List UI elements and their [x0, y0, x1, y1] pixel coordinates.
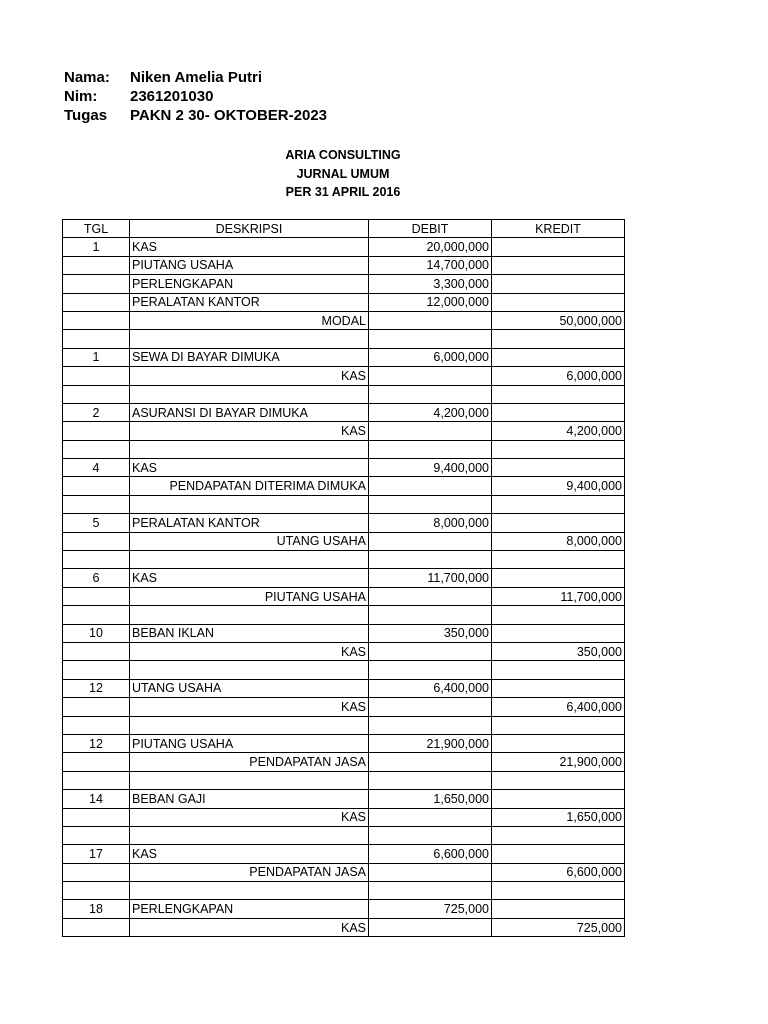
table-row: [63, 900, 625, 918]
table-row: [63, 569, 625, 587]
row-deskripsi: [130, 882, 369, 900]
row-deskripsi: PERALATAN KANTOR: [130, 514, 369, 532]
row-deskripsi: KAS: [130, 808, 369, 826]
row-debit: 725,000: [369, 900, 492, 918]
table-row: [63, 385, 625, 403]
row-deskripsi: KAS: [130, 698, 369, 716]
row-tgl: [63, 422, 130, 440]
row-kredit: [492, 348, 625, 366]
row-deskripsi: PERLENGKAPAN: [130, 900, 369, 918]
table-row: [63, 367, 625, 385]
header-kredit: KREDIT: [492, 220, 625, 238]
row-debit: [369, 367, 492, 385]
row-deskripsi: MODAL: [130, 311, 369, 329]
row-kredit: [492, 661, 625, 679]
row-kredit: [492, 551, 625, 569]
row-debit: [369, 716, 492, 734]
row-tgl: [63, 311, 130, 329]
row-tgl: [63, 275, 130, 293]
row-kredit: 350,000: [492, 642, 625, 660]
table-row: [63, 256, 625, 274]
row-deskripsi: KAS: [130, 569, 369, 587]
row-kredit: 9,400,000: [492, 477, 625, 495]
row-kredit: [492, 569, 625, 587]
table-row: [63, 845, 625, 863]
row-deskripsi: BEBAN GAJI: [130, 790, 369, 808]
row-tgl: [63, 587, 130, 605]
table-row: [63, 275, 625, 293]
company-name: ARIA CONSULTING: [285, 148, 401, 162]
row-deskripsi: PENDAPATAN JASA: [130, 753, 369, 771]
nim-value: 2361201030: [130, 88, 214, 105]
row-debit: 11,700,000: [369, 569, 492, 587]
row-debit: [369, 863, 492, 881]
table-row: [63, 514, 625, 532]
row-kredit: 4,200,000: [492, 422, 625, 440]
table-row: [63, 698, 625, 716]
table-row: [63, 808, 625, 826]
row-kredit: [492, 275, 625, 293]
row-kredit: [492, 826, 625, 844]
row-tgl: [63, 551, 130, 569]
row-deskripsi: [130, 495, 369, 513]
row-kredit: [492, 679, 625, 697]
row-deskripsi: KAS: [130, 367, 369, 385]
row-tgl: [63, 256, 130, 274]
row-deskripsi: [130, 330, 369, 348]
row-debit: 14,700,000: [369, 256, 492, 274]
row-tgl: [63, 293, 130, 311]
row-tgl: 6: [63, 569, 130, 587]
header-debit: DEBIT: [369, 220, 492, 238]
row-debit: [369, 661, 492, 679]
row-tgl: 17: [63, 845, 130, 863]
table-row: [63, 330, 625, 348]
table-row: [63, 440, 625, 458]
row-deskripsi: ASURANSI DI BAYAR DIMUKA: [130, 403, 369, 421]
row-deskripsi: BEBAN IKLAN: [130, 624, 369, 642]
row-kredit: [492, 606, 625, 624]
row-kredit: [492, 459, 625, 477]
row-kredit: [492, 790, 625, 808]
table-row: [63, 624, 625, 642]
row-tgl: [63, 882, 130, 900]
row-tgl: 12: [63, 734, 130, 752]
row-tgl: 2: [63, 403, 130, 421]
table-row: [63, 238, 625, 256]
nama-label: Nama:: [64, 69, 110, 86]
table-row: [63, 642, 625, 660]
row-kredit: [492, 238, 625, 256]
table-header-row: [63, 220, 625, 238]
row-deskripsi: KAS: [130, 845, 369, 863]
row-debit: [369, 440, 492, 458]
table-row: [63, 790, 625, 808]
row-tgl: 4: [63, 459, 130, 477]
row-debit: 1,650,000: [369, 790, 492, 808]
row-tgl: [63, 771, 130, 789]
row-debit: [369, 882, 492, 900]
row-deskripsi: [130, 716, 369, 734]
row-tgl: [63, 863, 130, 881]
table-row: [63, 532, 625, 550]
row-kredit: [492, 256, 625, 274]
table-row: [63, 606, 625, 624]
row-kredit: 50,000,000: [492, 311, 625, 329]
report-period: PER 31 APRIL 2016: [285, 185, 401, 199]
row-debit: 6,600,000: [369, 845, 492, 863]
row-debit: [369, 642, 492, 660]
row-kredit: 21,900,000: [492, 753, 625, 771]
row-kredit: [492, 293, 625, 311]
row-debit: 20,000,000: [369, 238, 492, 256]
table-row: [63, 422, 625, 440]
row-kredit: [492, 734, 625, 752]
row-tgl: 18: [63, 900, 130, 918]
table-row: [63, 348, 625, 366]
row-kredit: [492, 440, 625, 458]
row-debit: [369, 551, 492, 569]
row-tgl: [63, 330, 130, 348]
row-tgl: 10: [63, 624, 130, 642]
row-deskripsi: [130, 661, 369, 679]
row-tgl: [63, 606, 130, 624]
row-tgl: [63, 367, 130, 385]
row-kredit: [492, 771, 625, 789]
table-row: [63, 551, 625, 569]
row-kredit: 6,000,000: [492, 367, 625, 385]
row-deskripsi: KAS: [130, 422, 369, 440]
row-debit: 350,000: [369, 624, 492, 642]
row-tgl: [63, 698, 130, 716]
row-tgl: 1: [63, 238, 130, 256]
row-kredit: [492, 624, 625, 642]
row-tgl: 14: [63, 790, 130, 808]
row-debit: 3,300,000: [369, 275, 492, 293]
row-deskripsi: SEWA DI BAYAR DIMUKA: [130, 348, 369, 366]
row-debit: 4,200,000: [369, 403, 492, 421]
row-debit: [369, 918, 492, 936]
nama-row: [64, 68, 327, 87]
row-kredit: [492, 900, 625, 918]
row-kredit: 1,650,000: [492, 808, 625, 826]
row-tgl: [63, 918, 130, 936]
header-tgl: TGL: [63, 220, 130, 238]
row-debit: [369, 385, 492, 403]
table-row: [63, 734, 625, 752]
row-kredit: 8,000,000: [492, 532, 625, 550]
row-deskripsi: UTANG USAHA: [130, 679, 369, 697]
row-kredit: 725,000: [492, 918, 625, 936]
row-debit: [369, 311, 492, 329]
row-tgl: 12: [63, 679, 130, 697]
table-row: [63, 403, 625, 421]
row-debit: [369, 771, 492, 789]
row-debit: [369, 532, 492, 550]
row-kredit: [492, 845, 625, 863]
row-debit: 6,000,000: [369, 348, 492, 366]
tugas-row: [64, 106, 327, 125]
row-tgl: [63, 642, 130, 660]
table-row: [63, 863, 625, 881]
report-titles: [63, 146, 623, 202]
header-deskripsi: DESKRIPSI: [130, 220, 369, 238]
row-tgl: [63, 716, 130, 734]
row-tgl: [63, 385, 130, 403]
row-deskripsi: [130, 826, 369, 844]
nim-row: [64, 87, 327, 106]
row-deskripsi: [130, 551, 369, 569]
row-debit: 21,900,000: [369, 734, 492, 752]
row-kredit: [492, 716, 625, 734]
row-debit: [369, 495, 492, 513]
tugas-value: PAKN 2 30- OKTOBER-2023: [130, 107, 328, 124]
row-tgl: 5: [63, 514, 130, 532]
row-debit: 8,000,000: [369, 514, 492, 532]
journal-table: [62, 219, 625, 937]
row-deskripsi: PERLENGKAPAN: [130, 275, 369, 293]
row-debit: 6,400,000: [369, 679, 492, 697]
row-deskripsi: KAS: [130, 238, 369, 256]
table-row: [63, 661, 625, 679]
table-row: [63, 771, 625, 789]
row-tgl: [63, 826, 130, 844]
table-row: [63, 882, 625, 900]
table-row: [63, 477, 625, 495]
row-tgl: [63, 661, 130, 679]
row-tgl: [63, 808, 130, 826]
row-debit: [369, 330, 492, 348]
row-kredit: [492, 403, 625, 421]
nama-value: Niken Amelia Putri: [130, 69, 262, 86]
row-kredit: [492, 330, 625, 348]
row-deskripsi: PIUTANG USAHA: [130, 256, 369, 274]
row-debit: [369, 753, 492, 771]
row-kredit: [492, 514, 625, 532]
row-deskripsi: PIUTANG USAHA: [130, 734, 369, 752]
row-deskripsi: [130, 606, 369, 624]
row-debit: 9,400,000: [369, 459, 492, 477]
row-deskripsi: [130, 440, 369, 458]
table-row: [63, 716, 625, 734]
row-tgl: 1: [63, 348, 130, 366]
row-kredit: [492, 882, 625, 900]
nim-label: Nim:: [64, 88, 98, 105]
row-debit: [369, 698, 492, 716]
table-row: [63, 826, 625, 844]
row-deskripsi: [130, 771, 369, 789]
row-deskripsi: PIUTANG USAHA: [130, 587, 369, 605]
table-row: [63, 679, 625, 697]
row-deskripsi: KAS: [130, 459, 369, 477]
row-deskripsi: UTANG USAHA: [130, 532, 369, 550]
table-row: [63, 918, 625, 936]
row-debit: [369, 587, 492, 605]
row-deskripsi: PENDAPATAN JASA: [130, 863, 369, 881]
row-deskripsi: [130, 385, 369, 403]
row-deskripsi: KAS: [130, 642, 369, 660]
row-kredit: 11,700,000: [492, 587, 625, 605]
row-kredit: 6,600,000: [492, 863, 625, 881]
row-kredit: [492, 385, 625, 403]
row-tgl: [63, 495, 130, 513]
row-deskripsi: KAS: [130, 918, 369, 936]
row-tgl: [63, 532, 130, 550]
table-row: [63, 311, 625, 329]
student-info: [64, 68, 327, 125]
row-tgl: [63, 753, 130, 771]
row-debit: [369, 606, 492, 624]
row-deskripsi: PERALATAN KANTOR: [130, 293, 369, 311]
row-debit: [369, 826, 492, 844]
table-row: [63, 293, 625, 311]
table-row: [63, 753, 625, 771]
table-row: [63, 587, 625, 605]
row-kredit: 6,400,000: [492, 698, 625, 716]
row-tgl: [63, 477, 130, 495]
row-tgl: [63, 440, 130, 458]
row-debit: [369, 477, 492, 495]
row-deskripsi: PENDAPATAN DITERIMA DIMUKA: [130, 477, 369, 495]
row-debit: [369, 422, 492, 440]
table-row: [63, 459, 625, 477]
row-kredit: [492, 495, 625, 513]
table-row: [63, 495, 625, 513]
row-debit: [369, 808, 492, 826]
report-name: JURNAL UMUM: [296, 166, 390, 181]
tugas-label: Tugas: [64, 107, 108, 124]
row-debit: 12,000,000: [369, 293, 492, 311]
